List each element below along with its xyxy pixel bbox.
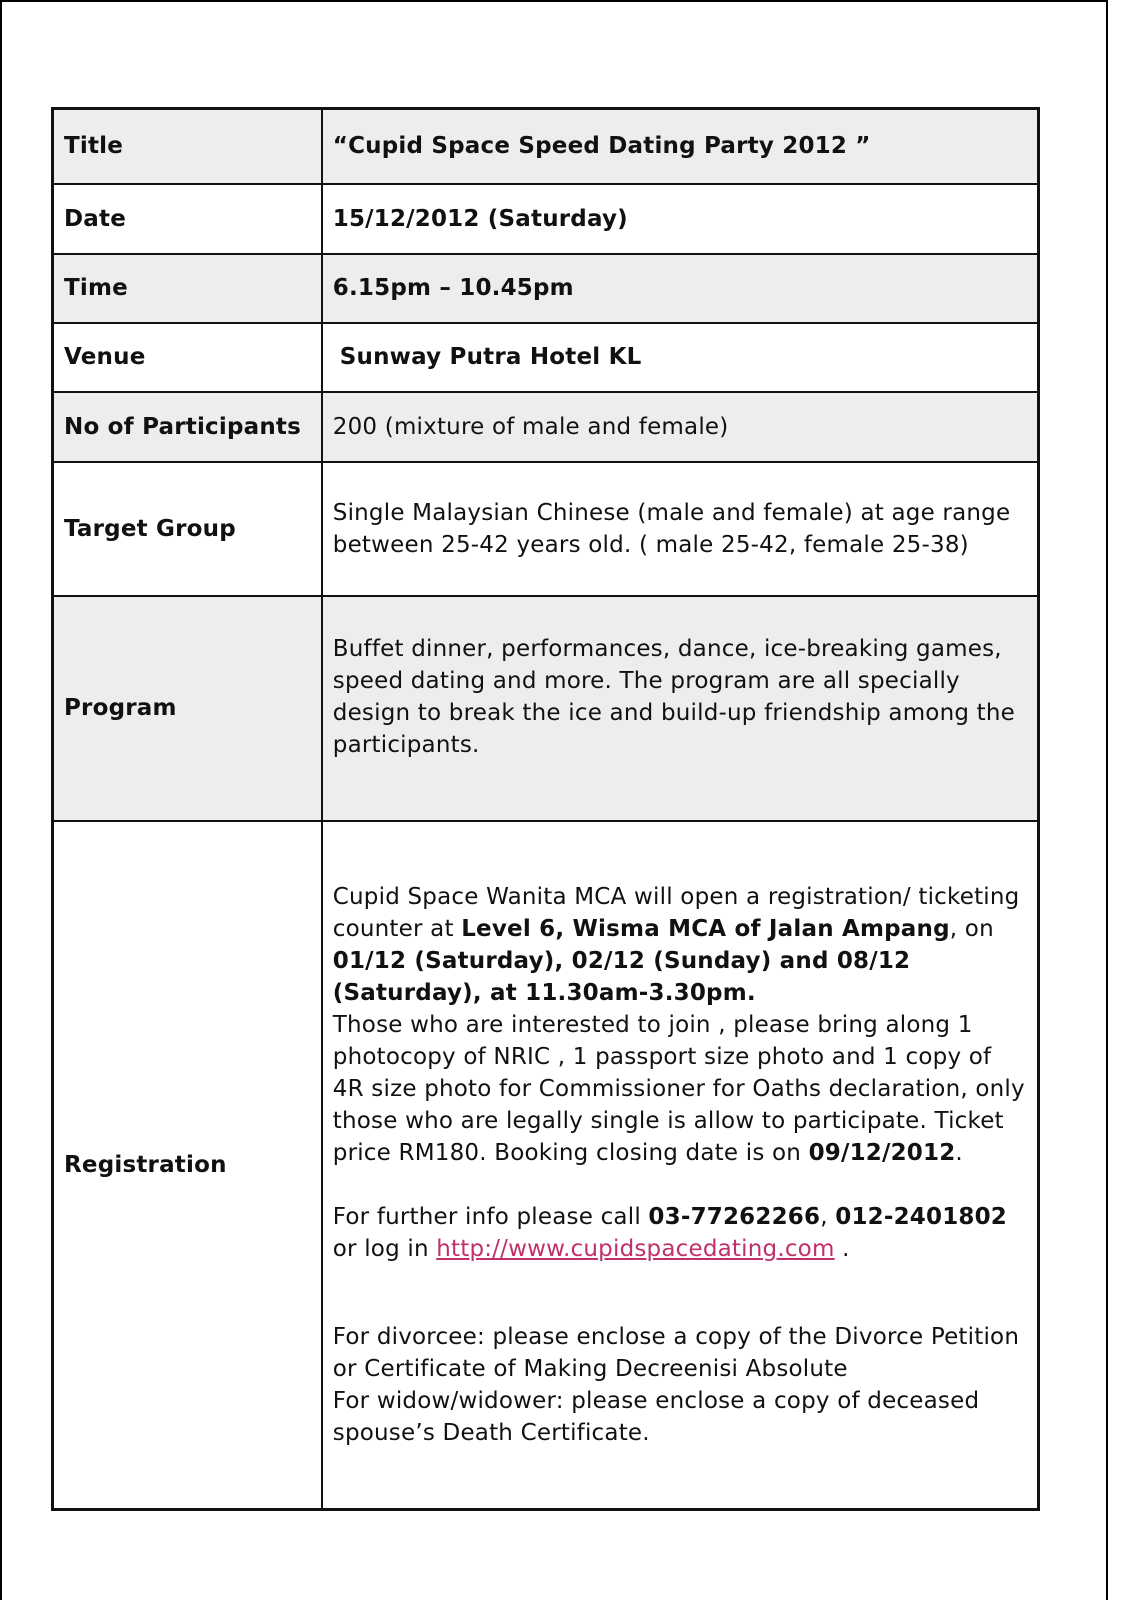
program-text: Buffet dinner, performances, dance, ice-breaking games, speed dating and more. The program are all specially design to break the ice and build-up friendship among the participants. (332, 636, 1016, 758)
widow-note: For widow/widower: please enclose a copy of deceased spouse’s Death Certificate. (332, 1387, 980, 1446)
registration-label: Registration (53, 821, 322, 1510)
reg-text: Those who are interested to join , please bring along 1 photocopy of NRIC , 1 passport size photo and 1 copy of 4R size photo for Commissioner for Oaths declaration, only those who are legally single is allow to participate. Ticket price RM180. Booking closing date is on (332, 1011, 1025, 1166)
row-time (53, 254, 1039, 323)
reg-location: Level 6, Wisma MCA of Jalan Ampang (461, 915, 950, 942)
row-registration (53, 821, 1039, 1510)
phone-number-1: 03-77262266 (648, 1203, 821, 1230)
row-venue (53, 323, 1039, 392)
time-value: 6.15pm – 10.45pm (322, 254, 1039, 323)
participants-value: 200 (mixture of male and female) (322, 392, 1039, 462)
row-date (53, 184, 1039, 254)
reg-text: . (955, 1139, 963, 1166)
reg-text: For further info please call (332, 1203, 649, 1230)
phone-number-2: 012-2401802 (835, 1203, 1008, 1230)
row-title (53, 109, 1039, 184)
row-participants (53, 392, 1039, 462)
time-label: Time (53, 254, 322, 323)
reg-dates: 01/12 (Saturday), 02/12 (Sunday) and 08/12 (Saturday), at 11.30am-3.30pm. (332, 947, 911, 1006)
registration-counter-info (333, 881, 1027, 1009)
date-label: Date (53, 184, 322, 254)
registration-requirements (333, 1009, 1027, 1169)
row-program (53, 596, 1039, 821)
venue-value: Sunway Putra Hotel KL (339, 344, 642, 370)
target-group-label: Target Group (53, 462, 322, 596)
title-value: “Cupid Space Speed Dating Party 2012 ” (322, 109, 1039, 184)
program-value (322, 596, 1039, 821)
reg-text: , on (949, 915, 994, 942)
event-info-table (51, 107, 1040, 1511)
reg-text: Cupid Space Wanita MCA will open a registration/ ticketing counter at (332, 883, 1020, 942)
program-label: Program (53, 596, 322, 821)
contact-info (333, 1201, 1027, 1265)
website-link[interactable]: http://www.cupidspacedating.com (436, 1235, 835, 1262)
reg-text: . (834, 1235, 850, 1262)
venue-value-cell (322, 323, 1039, 392)
title-label: Title (53, 109, 322, 184)
date-value: 15/12/2012 (Saturday) (322, 184, 1039, 254)
divorcee-note: For divorcee: please enclose a copy of the Divorce Petition or Certificate of Making Decreenisi Absolute (332, 1323, 1020, 1382)
reg-text: , (820, 1203, 836, 1230)
target-group-value: Single Malaysian Chinese (male and female) at age range between 25-42 years old. ( male 25-42, female 25-38) (322, 462, 1039, 596)
reg-text: or log in (332, 1235, 437, 1262)
registration-value (322, 821, 1039, 1510)
row-target-group (53, 462, 1039, 596)
participants-label: No of Participants (53, 392, 322, 462)
venue-label: Venue (53, 323, 322, 392)
closing-date: 09/12/2012 (808, 1139, 956, 1166)
